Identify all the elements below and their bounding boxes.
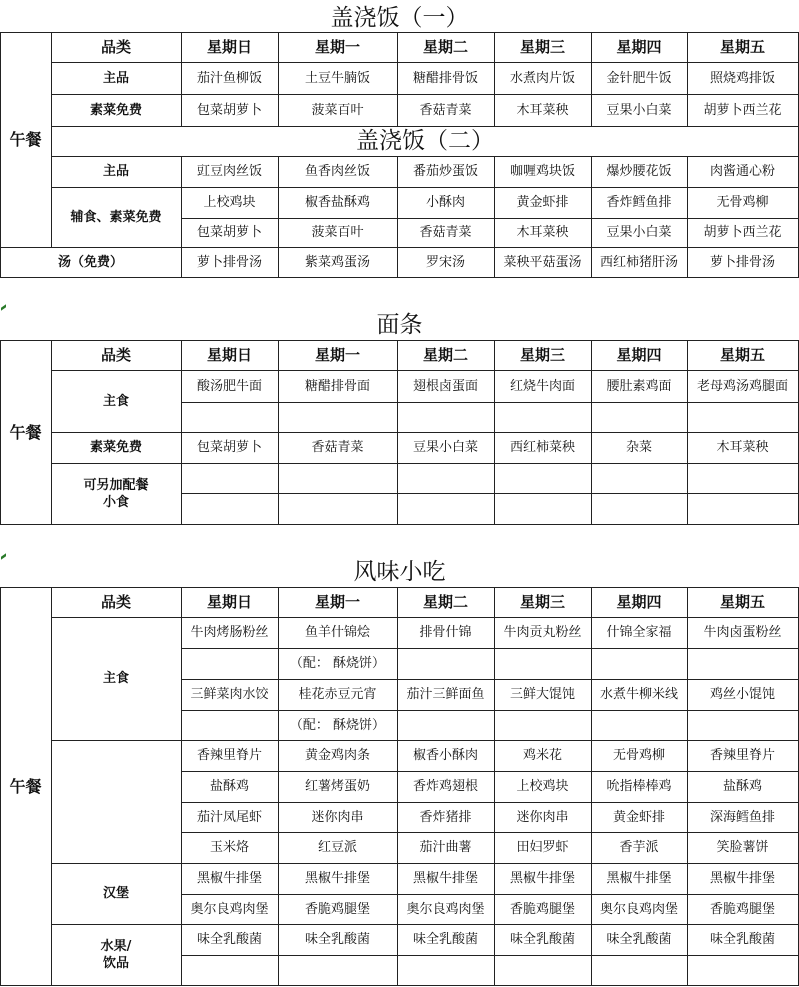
menu-cell: 黄金鸡肉条 [304, 748, 370, 763]
menu-cell: 鱼香肉丝饭 [304, 164, 370, 179]
menu-cell: 腰肚素鸡面 [606, 378, 672, 394]
menu-cell: 排骨什锦 [419, 625, 472, 640]
menu-cell: 土豆牛腩饭 [304, 70, 370, 86]
menu-cell: 黑椒牛排堡 [509, 871, 575, 886]
menu-cell: 紫菜鸡蛋汤 [304, 254, 370, 270]
header-day: 星期二 [422, 345, 468, 364]
menu-cell: 金针肥牛饭 [606, 70, 672, 86]
header-day: 星期一 [314, 37, 360, 56]
menu-cell: 爆炒腰花饭 [606, 164, 672, 179]
menu-cell: 豆果小白菜 [606, 225, 672, 240]
menu-cell: 香菇青菜 [419, 102, 472, 118]
title-gaijiao-2: 盖浇饭（二） [356, 128, 494, 154]
menu-cell: 红薯烤蛋奶 [304, 779, 370, 794]
menu-cell: 水煮牛柳米线 [599, 687, 678, 702]
menu-cell: 茄汁曲薯 [419, 840, 472, 855]
snacks-table [0, 587, 799, 987]
menu-cell: 深海鳕鱼排 [709, 809, 775, 825]
header-day: 星期五 [719, 37, 765, 56]
menu-cell: 罗宋汤 [425, 254, 465, 270]
menu-cell: 咖喱鸡块饭 [509, 164, 575, 179]
menu-cell: 黑椒牛排堡 [606, 871, 672, 886]
row-label: 主食 [102, 671, 129, 686]
menu-cell: 奥尔良鸡肉堡 [406, 901, 485, 917]
header-day: 星期一 [314, 345, 360, 364]
menu-cell: 味全乳酸菌 [606, 932, 672, 947]
menu-cell: 香芋派 [619, 840, 659, 855]
menu-cell: 翅根卤蛋面 [412, 378, 478, 394]
menu-cell: 豆果小白菜 [412, 440, 478, 455]
menu-cell: 牛肉烤肠粉丝 [190, 625, 269, 640]
menu-cell: 鱼羊什锦烩 [304, 625, 370, 640]
menu-cell: 味全乳酸菌 [196, 932, 262, 947]
header-day: 星期五 [719, 345, 765, 364]
menu-cell: 上校鸡块 [203, 195, 256, 210]
menu-cell: 杂菜 [625, 440, 652, 455]
menu-cell: 萝卜排骨汤 [709, 254, 775, 270]
menu-cell: 牛肉卤蛋粉丝 [703, 625, 782, 640]
menu-cell: 胡萝卜西兰花 [703, 225, 782, 240]
title-noodles: 面条 [376, 312, 423, 338]
menu-cell: 上校鸡块 [516, 779, 569, 794]
menu-cell: 萝卜排骨汤 [196, 254, 262, 270]
menu-cell: 香脆鸡腿堡 [304, 901, 370, 917]
menu-cell: 奥尔良鸡肉堡 [599, 901, 678, 917]
header-day: 星期一 [314, 592, 360, 611]
menu-cell: 糖醋排骨饭 [412, 70, 478, 86]
header-day: 星期四 [616, 592, 662, 611]
menu-cell: 包菜胡萝卜 [196, 225, 262, 240]
menu-cell: 香脆鸡腿堡 [709, 901, 775, 917]
row-label: 水果/饮品 [100, 938, 132, 971]
menu-cell: 香辣里脊片 [196, 748, 262, 763]
menu-cell: 香炸鳕鱼排 [606, 195, 672, 210]
menu-cell: 番茄炒蛋饭 [412, 164, 478, 179]
menu-cell: 包菜胡萝卜 [196, 440, 262, 455]
header-day: 星期三 [519, 345, 565, 364]
header-category: 品类 [100, 37, 131, 56]
menu-cell: 红豆派 [317, 840, 357, 855]
row-label: 素菜免费 [89, 102, 142, 118]
menu-cell: 西红柿菜秧 [509, 440, 575, 455]
menu-cell: 茄汁三鲜面鱼 [406, 687, 485, 702]
menu-cell: （配： 酥烧饼） [289, 717, 386, 733]
menu-cell: 水煮肉片饭 [509, 70, 575, 86]
menu-cell: 黄金虾排 [612, 809, 665, 825]
menu-cell: 鸡丝小馄饨 [709, 687, 775, 702]
menu-cell: 味全乳酸菌 [304, 932, 370, 947]
menu-cell: 香炸猪排 [419, 809, 472, 825]
gaijiao-table [0, 32, 799, 278]
menu-cell: 红烧牛肉面 [509, 378, 575, 394]
menu-cell: 黑椒牛排堡 [304, 871, 370, 886]
menu-cell: 迷你肉串 [516, 809, 569, 825]
row-label: 主食 [102, 393, 129, 409]
menu-cell: 盐酥鸡 [722, 779, 762, 794]
menu-cell: 吮指棒棒鸡 [606, 779, 672, 794]
menu-cell: 糖醋排骨面 [304, 378, 370, 394]
menu-cell: 菜秧平菇蛋汤 [503, 254, 582, 270]
menu-cell: 玉米烙 [209, 840, 249, 855]
menu-cell: 桂花赤豆元宵 [298, 687, 377, 702]
side-label-lunch: 午餐 [9, 422, 42, 442]
row-label: 汉堡 [102, 886, 129, 901]
menu-cell: 香炸鸡翅根 [412, 779, 478, 794]
title-snacks: 风味小吃 [353, 559, 446, 585]
row-label: 汤（免费） [57, 254, 123, 270]
header-day: 星期四 [616, 345, 662, 364]
menu-cell: 老母鸡汤鸡腿面 [696, 378, 788, 394]
header-category: 品类 [100, 592, 131, 611]
menu-cell: 黑椒牛排堡 [196, 871, 262, 886]
noodles-table [0, 340, 799, 526]
menu-cell: 鸡米花 [522, 748, 562, 763]
menu-cell: 黑椒牛排堡 [412, 871, 478, 886]
menu-cell: 盐酥鸡 [209, 779, 249, 794]
menu-cell: 胡萝卜西兰花 [703, 102, 782, 118]
menu-cell: 香菇青菜 [311, 440, 364, 455]
menu-cell: 木耳菜秧 [516, 102, 569, 118]
side-label-lunch: 午餐 [9, 130, 42, 149]
row-label: 主品 [102, 70, 129, 86]
header-day: 星期日 [206, 37, 252, 56]
menu-cell: 豆果小白菜 [606, 102, 672, 118]
header-day: 星期二 [422, 592, 468, 611]
menu-cell: 菠菜百叶 [311, 225, 364, 240]
menu-cell: 椒香小酥肉 [412, 748, 478, 763]
menu-cell: 照烧鸡排饭 [709, 70, 775, 86]
side-label-lunch: 午餐 [9, 776, 42, 796]
row-label: 主品 [102, 164, 129, 179]
header-day: 星期日 [206, 345, 252, 364]
menu-cell: 黄金虾排 [516, 195, 569, 210]
header-day: 星期五 [719, 592, 765, 611]
header-day: 星期四 [616, 37, 662, 56]
menu-cell: 无骨鸡柳 [612, 748, 665, 763]
menu-cell: 味全乳酸菌 [709, 932, 775, 947]
menu-cell: 菠菜百叶 [311, 102, 364, 118]
menu-cell: 田妇罗虾 [516, 840, 569, 855]
title-gaijiao-1: 盖浇饭（一） [330, 5, 469, 31]
menu-cell: 小酥肉 [425, 195, 465, 210]
header-day: 星期三 [519, 592, 565, 611]
menu-cell: 牛肉贡丸粉丝 [503, 625, 582, 640]
menu-cell: 酸汤肥牛面 [196, 378, 262, 394]
menu-cell: 豇豆肉丝饭 [196, 164, 262, 179]
menu-cell: 笑脸薯饼 [716, 840, 769, 855]
menu-cell: 奥尔良鸡肉堡 [190, 901, 269, 917]
menu-cell: 木耳菜秧 [716, 440, 769, 455]
menu-cell: 黑椒牛排堡 [709, 871, 775, 886]
header-day: 星期二 [422, 37, 468, 56]
row-label: 素菜免费 [89, 440, 142, 455]
menu-cell: 肉酱通心粉 [709, 164, 775, 179]
row-label: 可另加配餐小食 [83, 477, 149, 510]
menu-cell: 无骨鸡柳 [716, 195, 769, 210]
menu-cell: 迷你肉串 [311, 809, 364, 825]
header-category: 品类 [100, 345, 131, 364]
menu-cell: 茄汁鱼柳饭 [196, 70, 262, 86]
menu-cell: 香辣里脊片 [709, 748, 775, 763]
menu-cell: 三鲜菜肉水饺 [190, 687, 269, 702]
menu-cell: 三鲜大馄饨 [509, 687, 575, 702]
menu-cell: 西红柿猪肝汤 [599, 254, 678, 270]
menu-cell: 香菇青菜 [419, 225, 472, 240]
menu-cell: 椒香盐酥鸡 [304, 195, 370, 210]
row-label: 辅食、素菜免费 [70, 209, 162, 225]
header-day: 星期三 [519, 37, 565, 56]
menu-cell: 木耳菜秧 [516, 225, 569, 240]
menu-cell: 味全乳酸菌 [412, 932, 478, 947]
menu-cell: 茄汁凤尾虾 [196, 809, 262, 825]
header-day: 星期日 [206, 592, 252, 611]
menu-cell: （配： 酥烧饼） [289, 656, 386, 671]
menu-cell: 味全乳酸菌 [509, 932, 575, 947]
menu-cell: 包菜胡萝卜 [196, 102, 262, 118]
menu-cell: 什锦全家福 [606, 625, 672, 640]
menu-cell: 香脆鸡腿堡 [509, 901, 575, 917]
